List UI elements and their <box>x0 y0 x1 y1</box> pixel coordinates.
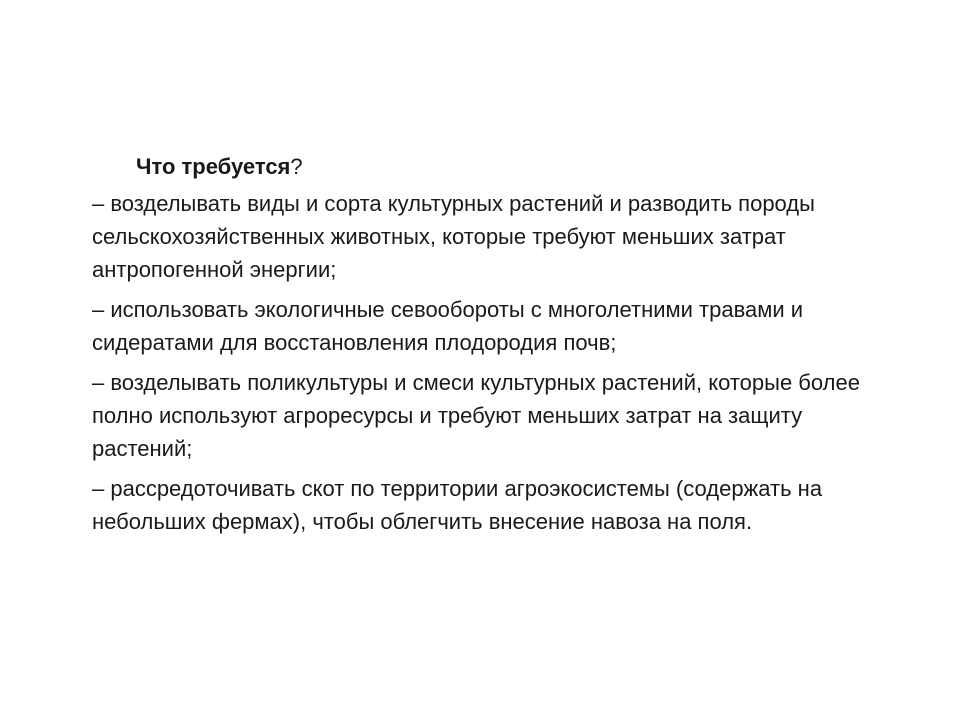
list-item-4: – рассредоточивать скот по территории агроэкосистемы (содержать на небольших фермах), чтобы облегчить внесение навоза на поля. <box>92 476 823 534</box>
slide-heading <box>136 150 892 183</box>
heading-bold-text: Что требуется <box>136 154 291 179</box>
list-item-1: – возделывать виды и сорта культурных растений и разводить породы сельскохозяйственных животных, которые требуют меньших затрат антропогенной энергии; <box>92 191 815 282</box>
list-item-2: – использовать экологичные севообороты с многолетними травами и сидератами для восстановления плодородия почв; <box>92 297 804 355</box>
heading-question-mark: ? <box>290 154 303 179</box>
list-item-3: – возделывать поликультуры и смеси культурных растений, которые более полно используют агроресурсы и требуют меньших затрат на защиту растений; <box>92 370 860 461</box>
slide-body <box>92 150 892 545</box>
